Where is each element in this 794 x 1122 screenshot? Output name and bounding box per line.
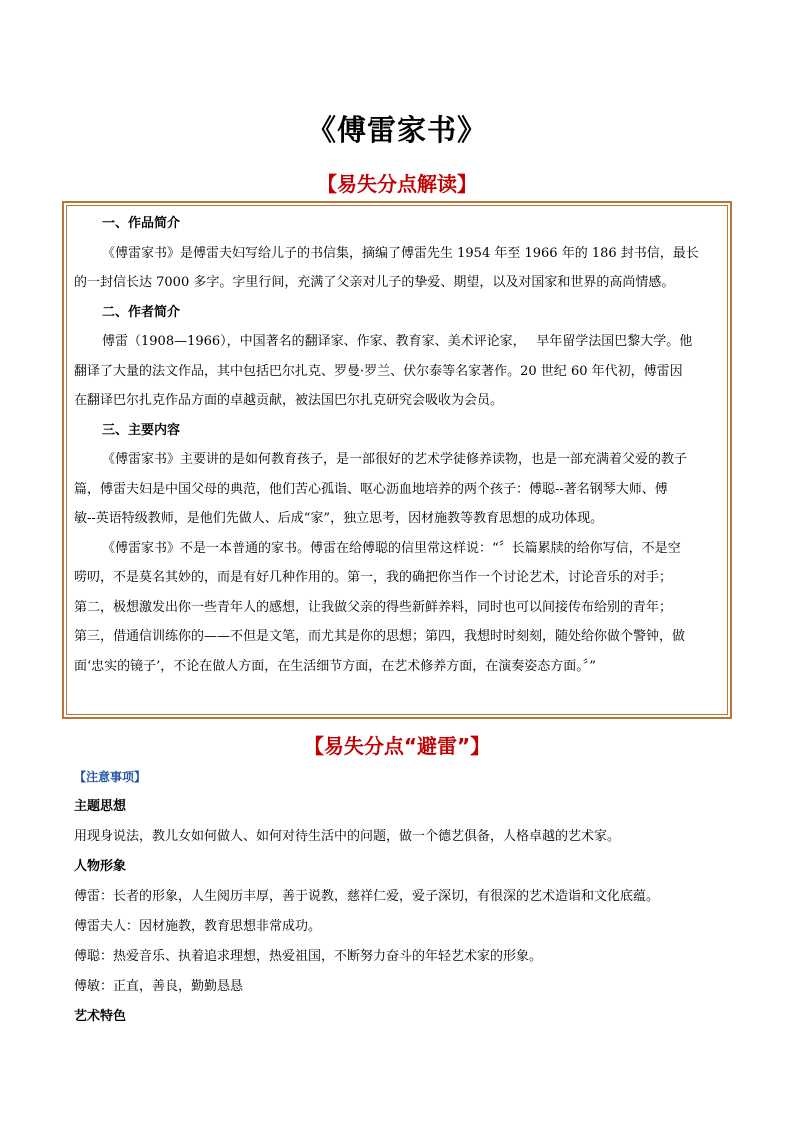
paragraph-line: 第二，极想激发出你一些青年人的感想，让我做父亲的得些新鲜养料，同时也可以间接传布给别的青年；	[74, 599, 673, 615]
character-item: 傅聪：热爱音乐、执着追求理想，热爱祖国，不断努力奋斗的年轻艺术家的形象。	[74, 949, 543, 964]
heading-main-content: 三、主要内容	[102, 422, 181, 438]
paragraph-line: 面‘忠实的镜子’，不论在做人方面，在生活细节方面，在艺术修养方面，在演奏姿态方面。〞”	[74, 658, 596, 674]
notes-label: 【注意事项】	[74, 770, 147, 784]
paragraph-line: 唠叨，不是莫名其妙的，而是有好几种作用的。第一，我的确把你当作一个讨论艺术，讨论音乐的对手；	[74, 570, 673, 585]
paragraph-line: 傅雷（1908—1966），中国著名的翻译家、作家、教育家、美术评论家， 早年留学法国巴黎大学。他	[102, 334, 693, 349]
document-title: 《傅雷家书》	[306, 113, 487, 147]
heading-author-intro: 二、作者简介	[102, 304, 181, 320]
paragraph-line: 翻译了大量的法文作品，其中包括巴尔扎克、罗曼·罗兰、伏尔泰等名家著作。20 世纪 60 年代初，傅雷因	[74, 363, 683, 379]
art-label: 艺术特色	[74, 1009, 127, 1024]
character-item: 傅雷夫人：因材施教，教育思想非常成功。	[74, 919, 322, 934]
paragraph-line: 篇，傅雷夫妇是中国父母的典范，他们苦心孤诣、呕心沥血地培养的两个孩子：傅聪--著名钢琴大师、傅	[74, 481, 668, 497]
paragraph-line: 《傅雷家书》主要讲的是如何教育孩子，是一部很好的艺术学徒修养读物，也是一部充满着父爱的教子	[102, 452, 688, 467]
paragraph-line: 《傅雷家书》不是一本普通的家书。傅雷在给傅聪的信里常这样说：“〞长篇累牍的给你写信，不是空	[102, 540, 681, 556]
character-item: 傅敏：正直，善良，勤勤恳恳	[74, 979, 244, 994]
paragraph-line: 《傅雷家书》是傅雷夫妇写给儿子的书信集，摘编了傅雷先生 1954 年至 1966 年的 186 封书信，最长	[102, 245, 699, 261]
heading-work-intro: 一、作品简介	[102, 216, 181, 231]
paragraph-line: 第三，借通信训练你的——不但是文笔，而尤其是你的思想；第四，我想时时刻刻，随处给你做个警钟，做	[74, 629, 686, 644]
section-heading-interpretation: 【易失分点解读】	[317, 172, 477, 196]
paragraph-line: 的一封信长达 7000 多字。字里行间，充满了父亲对儿子的挚爱、期望，以及对国家和世界的高尚情感。	[74, 275, 675, 290]
paragraph-line: 敏--英语特级教师，是他们先做人、后成“家”，独立思考，因材施教等教育思想的成功体现。	[74, 511, 604, 526]
content-box	[74, 209, 722, 681]
theme-text: 用现身说法，教儿女如何做人、如何对待生活中的问题，做一个德艺俱备，人格卓越的艺术家。	[74, 829, 621, 844]
section-heading-avoid: 【易失分点“避雷”】	[303, 734, 491, 758]
notes-section	[74, 762, 734, 1032]
character-item: 傅雷：长者的形象，人生阅历丰厚，善于说教，慈祥仁爱，爱子深切，有很深的艺术造诣和文化底蕴。	[74, 889, 660, 904]
characters-label: 人物形象	[74, 859, 127, 874]
theme-label: 主题思想	[74, 799, 127, 814]
paragraph-line: 在翻译巴尔扎克作品方面的卓越贡献，被法国巴尔扎克研究会吸收为会员。	[74, 393, 504, 408]
